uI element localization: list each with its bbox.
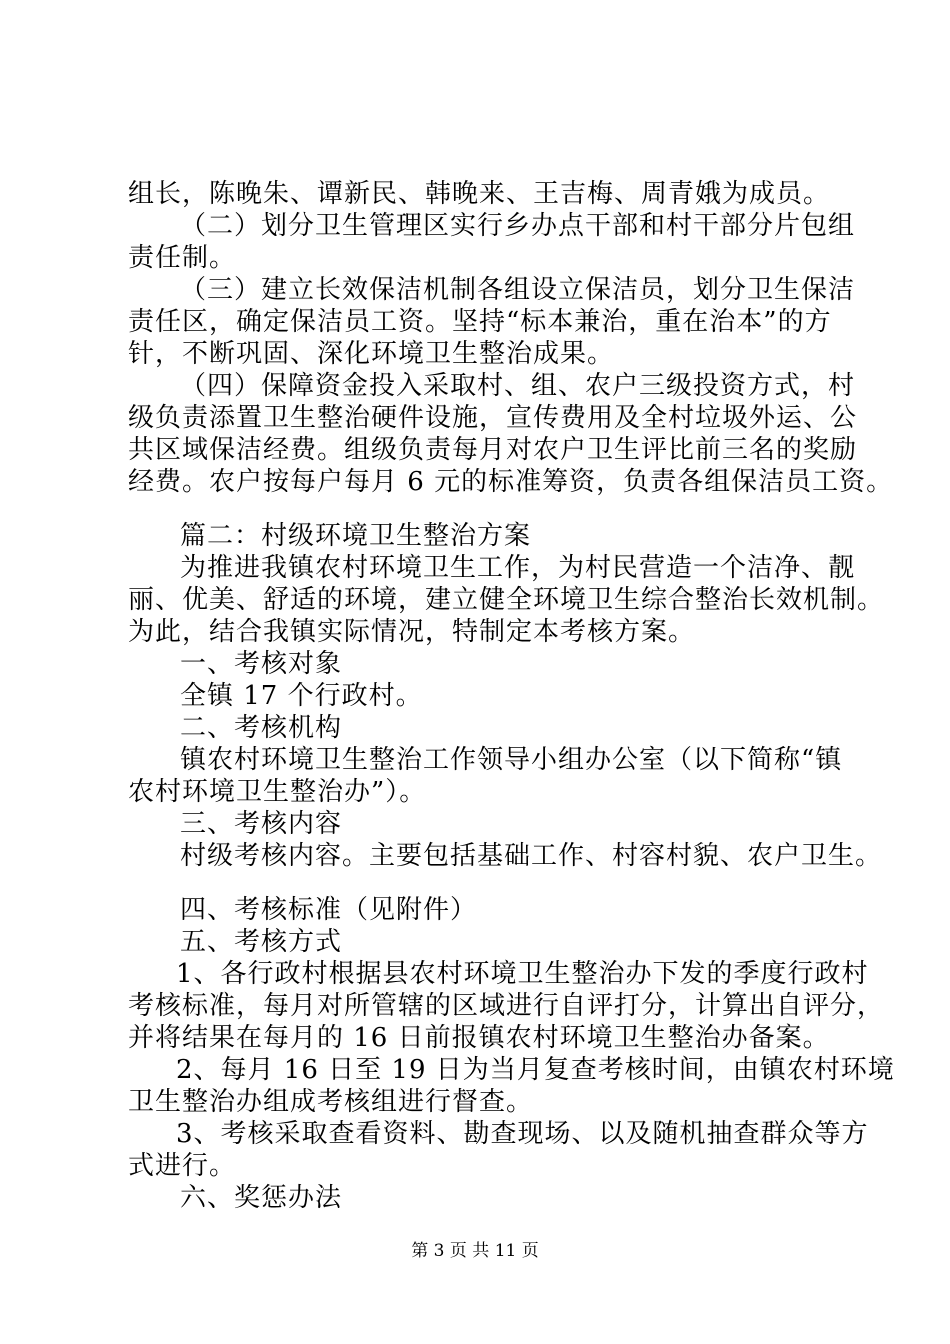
text-line: 为此，结合我镇实际情况，特制定本考核方案。 bbox=[128, 617, 696, 647]
section-heading: 篇二：村级环境卫生整治方案 bbox=[180, 521, 532, 551]
text-line: 并将结果在每月的 16 日前报镇农村环境卫生整治办备案。 bbox=[128, 1023, 830, 1053]
text-line: 责任制。 bbox=[128, 243, 237, 273]
text-line: 式进行。 bbox=[128, 1151, 237, 1181]
text-line: 丽、优美、舒适的环境，建立健全环境卫生综合整治长效机制。 bbox=[128, 585, 885, 615]
text-line: 四、考核标准（见附件） bbox=[180, 895, 478, 925]
text-line: 卫生整治办组成考核组进行督查。 bbox=[128, 1087, 534, 1117]
text-line: 1、各行政村根据县农村环境卫生整治办下发的季度行政村 bbox=[176, 959, 869, 989]
text-line: 为推进我镇农村环境卫生工作，为村民营造一个洁净、靓 bbox=[180, 553, 856, 583]
text-line: 五、考核方式 bbox=[180, 927, 343, 957]
text-line: 经费。农户按每户每月 6 元的标准筹资，负责各组保洁员工资。 bbox=[128, 467, 894, 497]
text-line: 考核标准，每月对所管辖的区域进行自评打分，计算出自评分， bbox=[128, 991, 885, 1021]
text-line: 二、考核机构 bbox=[180, 713, 343, 743]
text-line: （四）保障资金投入采取村、组、农户三级投资方式，村 bbox=[180, 371, 856, 401]
page-footer: 第 3 页 共 11 页 bbox=[411, 1241, 539, 1261]
text-line: 共区域保洁经费。组级负责每月对农户卫生评比前三名的奖励 bbox=[128, 435, 858, 465]
text-line: 2、每月 16 日至 19 日为当月复查考核时间，由镇农村环境 bbox=[176, 1055, 895, 1085]
text-line: 三、考核内容 bbox=[180, 809, 343, 839]
text-line: 一、考核对象 bbox=[180, 649, 343, 679]
text-line: 农村环境卫生整治办”）。 bbox=[128, 777, 427, 807]
text-line: 六、奖惩办法 bbox=[180, 1183, 343, 1213]
text-line: （二）划分卫生管理区实行乡办点干部和村干部分片包组 bbox=[180, 211, 856, 241]
text-line: 3、考核采取查看资料、勘查现场、以及随机抽查群众等方 bbox=[176, 1119, 869, 1149]
text-line: 针，不断巩固、深化环境卫生整治成果。 bbox=[128, 339, 615, 369]
text-line: （三）建立长效保洁机制各组设立保洁员，划分卫生保洁 bbox=[180, 275, 856, 305]
text-line: 村级考核内容。主要包括基础工作、村容村貌、农户卫生。 bbox=[180, 841, 883, 871]
text-line: 镇农村环境卫生整治工作领导小组办公室（以下简称“镇 bbox=[180, 745, 843, 775]
text-line: 组长，陈晚朱、谭新民、韩晚来、王吉梅、周青娥为成员。 bbox=[128, 179, 831, 209]
text-line: 责任区，确定保洁员工资。坚持“标本兼治，重在治本”的方 bbox=[128, 307, 832, 337]
text-line: 全镇 17 个行政村。 bbox=[180, 681, 423, 711]
text-line: 级负责添置卫生整治硬件设施，宣传费用及全村垃圾外运、公 bbox=[128, 403, 858, 433]
